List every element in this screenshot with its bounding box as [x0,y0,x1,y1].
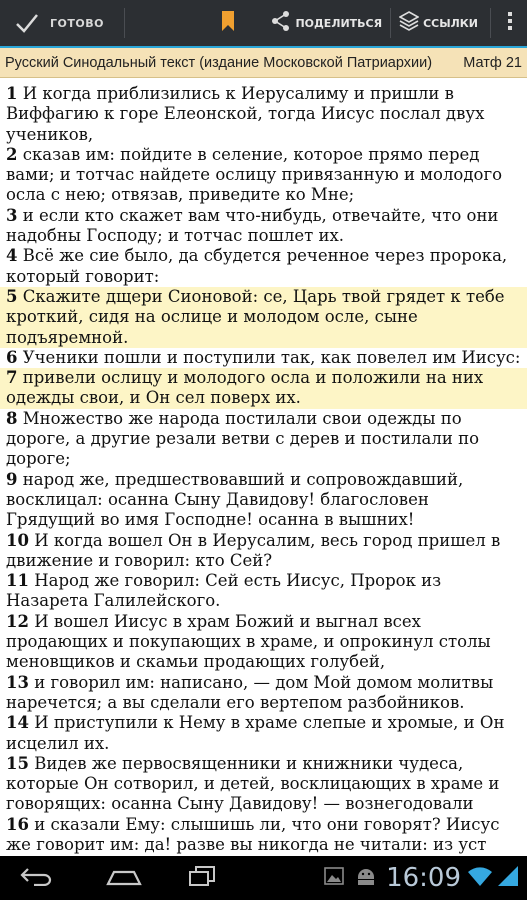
clock: 16:09 [386,863,461,893]
verse[interactable] [0,84,527,145]
verse[interactable] [0,246,527,287]
divider [124,8,125,38]
verse-highlighted[interactable] [0,287,527,348]
links-button[interactable] [391,0,484,46]
verse[interactable] [0,713,527,754]
chapter-text[interactable] [0,84,527,856]
verse-text: привели ослицу и молодого осла и положили на них одежды свои, и Он сел поверх их. [6,368,484,408]
done-label: ГОТОВО [50,16,104,30]
verse-text: Множество же народа постилали свои одежды по дороге, а другие резали ветви с дерев и постилали по дороге; [6,408,480,469]
verse[interactable] [0,571,527,612]
chapter-header[interactable] [0,48,527,78]
verse-text: сказав им: пойдите в селение, которое прямо перед вами; и тотчас найдете ослицу привязанную и молодого осла с нею; отвязав, приведите ко Мне; [6,144,503,205]
verse-number: 9 [6,469,18,489]
links-label: ССЫЛКИ [423,16,478,30]
verse[interactable] [0,470,527,531]
verse[interactable] [0,206,527,247]
verse-number: 5 [6,286,18,306]
verse-text: Ученики пошли и поступили так, как повелел им Иисус: [17,347,521,367]
verse-number: 14 [6,713,29,733]
verse[interactable] [0,815,527,856]
translation-title[interactable]: Русский Синодальный текст (издание Московской Патриархии) [5,54,433,71]
verse[interactable] [0,531,527,572]
bookmark-button[interactable] [215,0,265,46]
verse[interactable] [0,145,527,206]
verse-text: и говорил им: написано, — дом Мой домом молитвы наречется; а вы сделали его вертепом разбойников. [6,672,494,712]
share-icon [271,10,291,36]
verse-number: 15 [6,753,29,773]
bookmark-icon [221,10,235,36]
verse-text: И когда приблизились к Иерусалиму и пришли в Виффагию к горе Елеонской, тогда Иисус послал двух учеников, [6,84,485,144]
action-bar [0,0,527,48]
overflow-menu-icon [507,11,513,35]
status-area [324,856,527,900]
verse-number: 2 [6,144,18,164]
verse-text: народ же, предшествовавший и сопровождавший, восклицал: осанна Сыну Давидову! благословен Грядущий во имя Господне! осанна в вышних! [6,469,464,530]
signal-icon [497,865,519,891]
verse-number: 13 [6,672,29,692]
verse-text: И когда вошел Он в Иерусалим, весь город пришел в движение и говорил: кто Сей? [6,530,501,570]
done-button[interactable] [0,0,116,46]
verse-number: 1 [6,84,18,103]
verse-number: 16 [6,814,29,834]
verse-number: 4 [6,246,18,266]
verse-text: И приступили к Нему в храме слепые и хромые, и Он исцелил их. [6,713,505,753]
verse-text: и сказали Ему: слышишь ли, что они говорят? Иисус же говорит им: да! разве вы никогда не читали: из уст [6,814,500,854]
back-icon[interactable] [20,866,54,890]
verse-text: Народ же говорил: Сей есть Иисус, Пророк из Назарета Галилейского. [6,571,442,611]
verse-highlighted[interactable] [0,368,527,409]
share-button[interactable] [265,0,388,46]
verse-number: 7 [6,368,18,388]
verse-text: Всё же сие было, да сбудется реченное через пророка, который говорит: [6,246,508,286]
system-navigation-bar [0,856,527,900]
verse[interactable] [0,612,527,673]
layers-icon [399,10,419,36]
verse[interactable] [0,409,527,470]
share-label: ПОДЕЛИТЬСЯ [295,16,383,30]
verse[interactable] [0,673,527,714]
chapter-reference[interactable]: Матф 21 [463,54,522,71]
verse[interactable] [0,754,527,815]
verse-number: 3 [6,205,18,225]
overflow-menu-button[interactable] [491,0,527,46]
verse-text: И вошел Иисус в храм Божий и выгнал всех продающих и покупающих в храме, и опрокинул столы меновщиков и скамьи продающих голубей, [6,611,491,672]
verse-text: и если кто скажет вам что-нибудь, отвечайте, что они надобны Господу; и тотчас пошлет их. [6,205,499,246]
checkmark-icon [12,8,42,38]
verse-text: Скажите дщери Сионовой: се, Царь твой грядет к тебе кроткий, сидя на ослице и молодом осле, сыне подъяремной. [6,286,505,347]
home-icon[interactable] [106,866,142,890]
verse-number: 6 [6,347,18,367]
verse-number: 10 [6,530,29,550]
verse-text: Видев же первосвященники и книжники чудеса, которые Он сотворил, и детей, восклицающих в храме и говорящих: осанна Сыну Давидову! — вознегодовали [6,753,500,814]
verse-number: 11 [6,571,29,591]
verse-number: 12 [6,611,29,631]
verse[interactable] [0,348,527,368]
image-icon [324,867,344,889]
recent-apps-icon[interactable] [188,865,216,891]
wifi-icon [467,865,493,891]
android-debug-icon [354,866,378,890]
verse-number: 8 [6,408,18,428]
